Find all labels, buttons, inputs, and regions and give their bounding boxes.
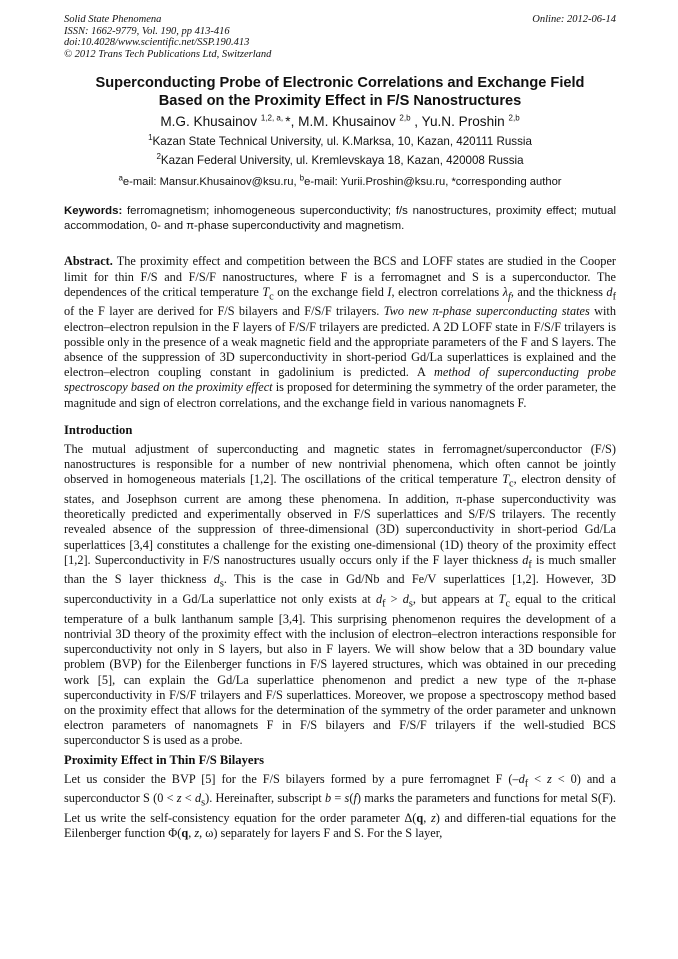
text-run: f	[353, 791, 357, 806]
text-run: , but appears at	[412, 592, 499, 607]
text-run: , electron density of states, and Josephson current are among these phenomena. In addition, π-phase superconductivity was theoretically predicted and experimentally observed in F/S superlattices and S/F/S trilayers. The recently revealed absence of the suppression of three-dimensional (3D) superconductivity in short-period Gd/La superlattices [3,4] constitutes a challenge for the existing one-dimensional (1D) theory of the proximity effect [1,2]. Superconductivity in F/S nanostructures usually occurs only if the F layer thickness	[64, 472, 616, 567]
author-1: M.G. Khusainov	[160, 114, 258, 130]
text-run: <	[181, 791, 195, 806]
title-line-1: Superconducting Probe of Electronic Correlations and Exchange Field	[95, 75, 585, 92]
journal-header	[64, 14, 616, 60]
text-run: . This is the case in Gd/Nb and Fe/V superlattices [1,2]. However, 3D superconductivity in a Gd/La superlattice not only exists at	[64, 572, 617, 607]
author-1-sup: 1,2, a,	[260, 113, 286, 123]
text-run: T	[502, 472, 510, 487]
text-run: >	[385, 592, 403, 607]
text-run: z	[430, 810, 436, 825]
text-run: =	[331, 791, 345, 806]
text-run: (	[349, 791, 354, 806]
online-date: Online: 2012-06-14	[532, 14, 616, 25]
keywords-text: ferromagnetism; inhomogeneous superconductivity; f/s nanostructures, proximity effect; mutual accommodation, 0- and π-phase superconductivity and magnetism.	[64, 205, 616, 233]
text-run: s	[201, 797, 206, 809]
text-run: z	[547, 771, 552, 786]
text-run: ) and differen-tial equations for the Eilenberger function Φ(	[64, 810, 616, 841]
journal-name: Solid State Phenomena	[64, 14, 162, 25]
text-run: ,	[423, 810, 431, 825]
text-run: z	[194, 826, 200, 841]
affiliation-1	[64, 132, 616, 151]
text-run: , ω) separately for layers F and S. For the S layer,	[199, 826, 443, 841]
paper-title	[64, 74, 616, 110]
introduction-paragraph	[64, 442, 616, 749]
text-run: f	[612, 291, 616, 303]
text-run: d	[213, 572, 220, 587]
text-run: λ	[502, 284, 509, 299]
author-2: M.M. Khusainov	[298, 114, 396, 130]
text-run: of the F layer are derived for F/S bilayers and F/S/F trilayers.	[64, 304, 384, 319]
text-run: ) marks the parameters and functions for metal S(F). Let us write the self-consistency equation for the order parameter Δ(	[64, 791, 616, 825]
text-run: e-mail: Yurii.Proshin@ksu.ru, *corresponding author	[304, 176, 562, 189]
text-run: q	[416, 810, 424, 825]
text-run: Let us consider the BVP [5] for the F/S bilayers formed by a pure ferromagnet F (–	[64, 771, 519, 786]
text-run: a	[118, 173, 123, 183]
section-heading-introduction: Introduction	[64, 422, 133, 437]
author-list: M.G. Khusainov $^{1,2, a,}$ *, M.M. Khusainov $^{2,b}$ , Yu.N. Proshin $^{2,b}$	[160, 113, 520, 130]
text-run: The proximity effect and competition between the BCS and LOFF states are studied in the Cooper limit for thin F/S and F/S/F nanostructures, where F is a ferromagnet and S is a superconductor. The dependences of the critical temperature	[64, 254, 616, 299]
text-run: d	[522, 552, 529, 567]
text-run: d	[375, 592, 383, 607]
text-run: b	[299, 173, 305, 183]
text-run: < 0) and a superconductor S (0 <	[64, 771, 616, 806]
keywords	[64, 204, 616, 234]
text-run: s	[408, 598, 413, 610]
text-run: Two new π-phase superconducting states	[383, 304, 590, 319]
abstract	[64, 254, 616, 410]
text-run: b	[324, 791, 332, 806]
text-run: T	[262, 284, 270, 299]
text-run: , and the thickness	[510, 284, 607, 299]
text-run: q	[181, 826, 189, 841]
copyright-line: © 2012 Trans Tech Publications Ltd, Switzerland	[64, 48, 272, 60]
text-run: d	[402, 592, 409, 607]
text-run: ). Hereinafter, subscript	[205, 791, 325, 806]
corresponding-star: *	[285, 114, 291, 130]
section-heading-proximity: Proximity Effect in Thin F/S Bilayers	[64, 752, 264, 767]
abstract-label: Abstract.	[64, 254, 113, 269]
text-run: method of superconducting probe spectroscopy based on the proximity effect	[64, 365, 617, 395]
text-run: is much smaller than the S layer thickness	[64, 552, 616, 587]
text-run: Kazan Federal University, ul. Kremlevskaya 18, Kazan, 420008 Russia	[160, 154, 524, 168]
text-run: f	[528, 559, 532, 571]
text-run: with electron–electron repulsion in the F layers of F/S/F trilayers are predicted. A 2D LOFF state in F/S/F trilayers is possible only in the presence of a weak magnetic field and the appropriate parameters of the F and S layers. The absence of the suppression of 3D superconductivity in short-period Gd/La superlattices is explained and the electron–electron coupling constant in gadolinium is predicted. A	[64, 304, 616, 380]
text-run: d	[194, 791, 202, 806]
text-run: f	[508, 291, 511, 303]
text-run: ,	[188, 826, 195, 841]
text-run: Kazan State Technical University, ul. K.Marksa, 10, Kazan, 420111 Russia	[152, 135, 532, 149]
text-run: , electron correlations	[391, 284, 503, 299]
text-run: e-mail: Mansur.Khusainov@ksu.ru,	[122, 176, 300, 189]
text-run: T	[498, 592, 506, 607]
issn-line: ISSN: 1662-9779, Vol. 190, pp 413-416	[64, 25, 230, 37]
title-line-2: Based on the Proximity Effect in F/S Nanostructures	[158, 93, 522, 110]
text-run: c	[509, 478, 514, 490]
text-run: <	[528, 771, 548, 786]
text-run: z	[176, 791, 182, 806]
author-2-sup: 2,b	[399, 113, 411, 123]
text-run: 1	[148, 133, 153, 143]
affiliation-2	[64, 151, 616, 170]
text-run: on the exchange field	[273, 284, 388, 299]
text-run: c	[505, 598, 511, 610]
text-run: d	[606, 284, 613, 299]
doi-line: doi:10.4028/www.scientific.net/SSP.190.413	[64, 37, 250, 49]
text-run: is proposed for determining the symmetry of the order parameter, the magnitude and sign of electron correlations, and the exchange field in various nanomagnets F.	[64, 380, 616, 410]
text-run: d	[518, 771, 525, 786]
text-run: f	[524, 777, 529, 789]
email-line	[64, 174, 616, 190]
text-run: 2	[156, 152, 161, 162]
proximity-paragraph	[64, 772, 616, 842]
text-run: I	[387, 284, 392, 299]
text-run: The mutual adjustment of superconducting and magnetic states in ferromagnet/superconductor (F/S) nanostructures is responsible for a number of new nontrivial phenomena, which often cannot be jointly observed in homogeneous materials [1,2]. The oscillations of the critical temperature	[64, 441, 616, 487]
author-3: Yu.N. Proshin	[421, 114, 505, 130]
keywords-label: Keywords:	[64, 205, 123, 218]
paper-page	[64, 14, 616, 841]
text-run: f	[382, 598, 386, 610]
text-run: c	[269, 291, 274, 303]
author-3-sup: 2,b	[508, 113, 520, 123]
text-run: equal to the critical temperature of a bulk lanthanum sample [3,4]. This surprising phenomenon requires the development of a nontrivial 3D theory of the proximity effect with the inclusion of electron–electron interactions responsible for superconductivity not only in S layers, but also in F layers. We will show below that a 3D boundary value problem (BVP) for the Eilenberger functions in F/S layered structures, which was obtained in our preceding work [5], can explain the Gd/La superlattice phenomenon and predict a new type of the π-phase superconductivity in F/S/F trilayers and F/S superlattices. Moreover, we propose a spectroscopy method based on the proximity effect that allows for the determination of the symmetry of the order parameter and unknown electron parameters of nanomagnets F in F/S bilayers and F/S/F trilayers if the well-studied BCS superconductor S is used as a probe.	[64, 592, 616, 748]
text-run: s	[219, 578, 224, 590]
text-run: s	[344, 791, 350, 806]
